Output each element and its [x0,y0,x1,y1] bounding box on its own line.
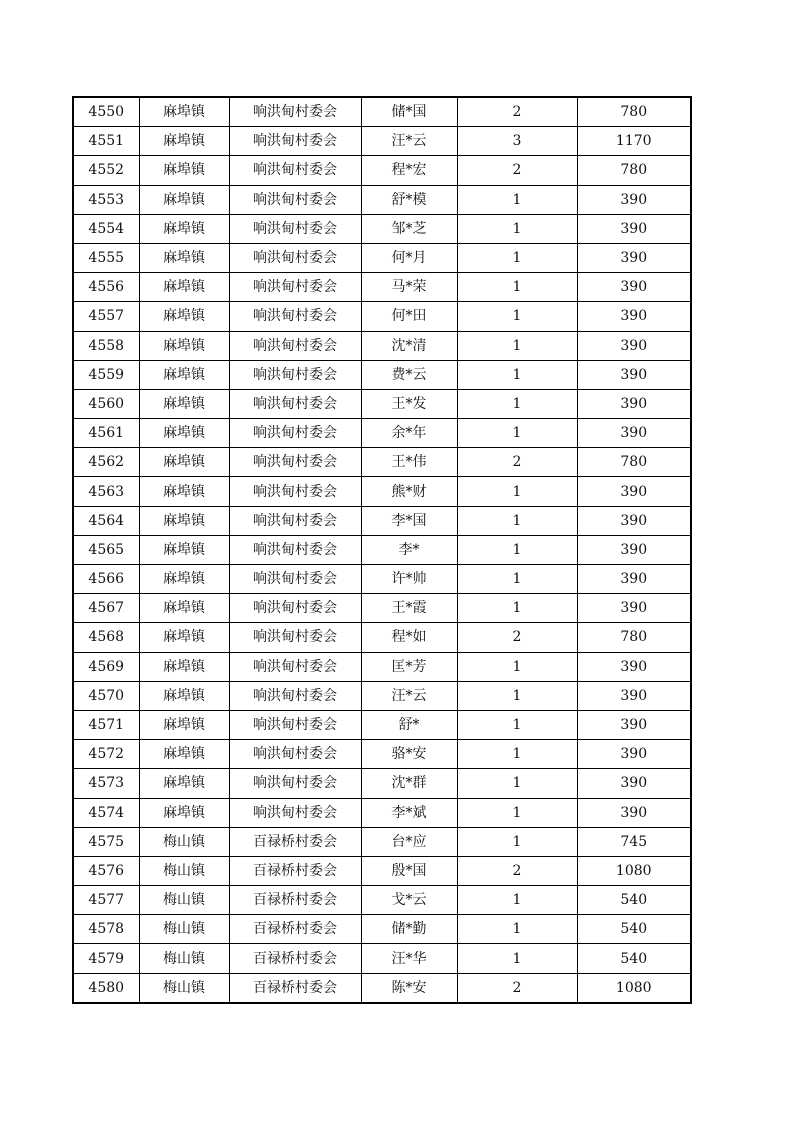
town-cell: 麻埠镇 [139,360,229,389]
name-cell: 舒* [361,710,457,739]
village-committee-cell: 响洪甸村委会 [229,448,361,477]
name-cell: 李*国 [361,506,457,535]
table-row [73,623,691,652]
town-cell: 麻埠镇 [139,769,229,798]
village-committee-cell: 响洪甸村委会 [229,302,361,331]
amount-cell: 390 [577,273,691,302]
table-row [73,477,691,506]
household-count-cell: 2 [457,623,577,652]
village-committee-cell: 响洪甸村委会 [229,214,361,243]
serial-number-cell: 4552 [73,156,139,185]
table-row [73,535,691,564]
town-cell: 梅山镇 [139,915,229,944]
table-row [73,506,691,535]
village-committee-cell: 响洪甸村委会 [229,506,361,535]
amount-cell: 390 [577,185,691,214]
amount-cell: 390 [577,681,691,710]
serial-number-cell: 4555 [73,243,139,272]
household-count-cell: 1 [457,594,577,623]
table-row [73,302,691,331]
household-count-cell: 1 [457,477,577,506]
town-cell: 麻埠镇 [139,243,229,272]
household-count-cell: 1 [457,389,577,418]
town-cell: 麻埠镇 [139,97,229,127]
table-row [73,214,691,243]
name-cell: 李* [361,535,457,564]
town-cell: 梅山镇 [139,944,229,973]
village-committee-cell: 百禄桥村委会 [229,973,361,1003]
table-row [73,769,691,798]
serial-number-cell: 4550 [73,97,139,127]
household-count-cell: 1 [457,681,577,710]
household-count-cell: 2 [457,156,577,185]
town-cell: 麻埠镇 [139,623,229,652]
village-committee-cell: 响洪甸村委会 [229,273,361,302]
name-cell: 何*田 [361,302,457,331]
amount-cell: 390 [577,360,691,389]
amount-cell: 390 [577,389,691,418]
name-cell: 沈*群 [361,769,457,798]
table-row [73,97,691,127]
village-committee-cell: 响洪甸村委会 [229,389,361,418]
serial-number-cell: 4577 [73,886,139,915]
table-row [73,594,691,623]
serial-number-cell: 4560 [73,389,139,418]
name-cell: 程*如 [361,623,457,652]
village-committee-cell: 百禄桥村委会 [229,886,361,915]
amount-cell: 780 [577,97,691,127]
town-cell: 麻埠镇 [139,389,229,418]
serial-number-cell: 4554 [73,214,139,243]
serial-number-cell: 4575 [73,827,139,856]
amount-cell: 780 [577,623,691,652]
table-row [73,973,691,1003]
village-committee-cell: 响洪甸村委会 [229,623,361,652]
town-cell: 麻埠镇 [139,535,229,564]
name-cell: 储*国 [361,97,457,127]
name-cell: 汪*云 [361,681,457,710]
town-cell: 麻埠镇 [139,156,229,185]
table-row [73,798,691,827]
amount-cell: 390 [577,302,691,331]
village-committee-cell: 响洪甸村委会 [229,419,361,448]
serial-number-cell: 4573 [73,769,139,798]
name-cell: 汪*云 [361,127,457,156]
household-count-cell: 1 [457,886,577,915]
village-committee-cell: 百禄桥村委会 [229,856,361,885]
household-count-cell: 2 [457,973,577,1003]
name-cell: 舒*模 [361,185,457,214]
town-cell: 麻埠镇 [139,477,229,506]
amount-cell: 780 [577,448,691,477]
village-committee-cell: 响洪甸村委会 [229,681,361,710]
amount-cell: 390 [577,331,691,360]
town-cell: 麻埠镇 [139,506,229,535]
table-row [73,740,691,769]
table-row [73,273,691,302]
serial-number-cell: 4561 [73,419,139,448]
household-count-cell: 2 [457,448,577,477]
serial-number-cell: 4567 [73,594,139,623]
village-committee-cell: 响洪甸村委会 [229,710,361,739]
serial-number-cell: 4551 [73,127,139,156]
table-row [73,185,691,214]
serial-number-cell: 4578 [73,915,139,944]
village-committee-cell: 响洪甸村委会 [229,798,361,827]
town-cell: 麻埠镇 [139,302,229,331]
serial-number-cell: 4557 [73,302,139,331]
serial-number-cell: 4571 [73,710,139,739]
village-committee-cell: 响洪甸村委会 [229,360,361,389]
serial-number-cell: 4569 [73,652,139,681]
table-row [73,360,691,389]
table-row [73,652,691,681]
table-row [73,710,691,739]
serial-number-cell: 4579 [73,944,139,973]
amount-cell: 745 [577,827,691,856]
table-row [73,886,691,915]
village-committee-cell: 响洪甸村委会 [229,127,361,156]
village-committee-cell: 响洪甸村委会 [229,243,361,272]
household-count-cell: 1 [457,185,577,214]
town-cell: 梅山镇 [139,973,229,1003]
table-row [73,565,691,594]
village-committee-cell: 百禄桥村委会 [229,944,361,973]
name-cell: 马*荣 [361,273,457,302]
name-cell: 程*宏 [361,156,457,185]
table-row [73,944,691,973]
town-cell: 梅山镇 [139,856,229,885]
village-committee-cell: 响洪甸村委会 [229,565,361,594]
household-count-cell: 1 [457,652,577,681]
household-count-cell: 1 [457,710,577,739]
village-committee-cell: 响洪甸村委会 [229,535,361,564]
serial-number-cell: 4574 [73,798,139,827]
serial-number-cell: 4566 [73,565,139,594]
household-count-cell: 1 [457,535,577,564]
town-cell: 梅山镇 [139,827,229,856]
serial-number-cell: 4572 [73,740,139,769]
town-cell: 麻埠镇 [139,127,229,156]
village-committee-cell: 响洪甸村委会 [229,331,361,360]
serial-number-cell: 4565 [73,535,139,564]
table-row [73,389,691,418]
amount-cell: 780 [577,156,691,185]
amount-cell: 540 [577,944,691,973]
name-cell: 王*霞 [361,594,457,623]
name-cell: 汪*华 [361,944,457,973]
serial-number-cell: 4562 [73,448,139,477]
household-count-cell: 1 [457,740,577,769]
town-cell: 麻埠镇 [139,273,229,302]
amount-cell: 390 [577,594,691,623]
table-row [73,827,691,856]
table-row [73,331,691,360]
amount-cell: 1080 [577,973,691,1003]
amount-cell: 390 [577,477,691,506]
village-committee-cell: 响洪甸村委会 [229,97,361,127]
village-committee-cell: 响洪甸村委会 [229,769,361,798]
town-cell: 麻埠镇 [139,565,229,594]
name-cell: 余*年 [361,419,457,448]
household-count-cell: 3 [457,127,577,156]
table-row [73,419,691,448]
household-count-cell: 1 [457,565,577,594]
household-count-cell: 1 [457,944,577,973]
household-count-cell: 1 [457,243,577,272]
town-cell: 麻埠镇 [139,419,229,448]
name-cell: 台*应 [361,827,457,856]
household-count-cell: 1 [457,827,577,856]
household-count-cell: 1 [457,302,577,331]
household-count-cell: 1 [457,331,577,360]
amount-cell: 390 [577,535,691,564]
amount-cell: 390 [577,769,691,798]
amount-cell: 390 [577,243,691,272]
household-count-cell: 1 [457,360,577,389]
amount-cell: 540 [577,886,691,915]
amount-cell: 390 [577,506,691,535]
household-count-cell: 1 [457,273,577,302]
serial-number-cell: 4556 [73,273,139,302]
name-cell: 匡*芳 [361,652,457,681]
household-count-cell: 1 [457,769,577,798]
town-cell: 麻埠镇 [139,710,229,739]
name-cell: 戈*云 [361,886,457,915]
household-count-cell: 2 [457,97,577,127]
serial-number-cell: 4568 [73,623,139,652]
serial-number-cell: 4570 [73,681,139,710]
amount-cell: 1080 [577,856,691,885]
town-cell: 麻埠镇 [139,331,229,360]
household-count-cell: 1 [457,506,577,535]
town-cell: 麻埠镇 [139,185,229,214]
table-row [73,915,691,944]
village-committee-cell: 百禄桥村委会 [229,827,361,856]
name-cell: 沈*清 [361,331,457,360]
amount-cell: 540 [577,915,691,944]
name-cell: 殷*国 [361,856,457,885]
serial-number-cell: 4563 [73,477,139,506]
name-cell: 许*帅 [361,565,457,594]
village-committee-cell: 响洪甸村委会 [229,740,361,769]
name-cell: 骆*安 [361,740,457,769]
table-row [73,856,691,885]
village-committee-cell: 响洪甸村委会 [229,594,361,623]
table-row [73,448,691,477]
household-count-cell: 1 [457,915,577,944]
amount-cell: 390 [577,652,691,681]
table-row [73,156,691,185]
roster-table [72,96,692,1004]
name-cell: 王*发 [361,389,457,418]
name-cell: 储*勤 [361,915,457,944]
amount-cell: 390 [577,740,691,769]
town-cell: 麻埠镇 [139,214,229,243]
table-row [73,127,691,156]
serial-number-cell: 4580 [73,973,139,1003]
town-cell: 麻埠镇 [139,652,229,681]
town-cell: 梅山镇 [139,886,229,915]
household-count-cell: 1 [457,419,577,448]
village-committee-cell: 百禄桥村委会 [229,915,361,944]
amount-cell: 390 [577,565,691,594]
name-cell: 熊*财 [361,477,457,506]
name-cell: 李*斌 [361,798,457,827]
serial-number-cell: 4553 [73,185,139,214]
table-row [73,681,691,710]
village-committee-cell: 响洪甸村委会 [229,185,361,214]
amount-cell: 390 [577,419,691,448]
household-count-cell: 2 [457,856,577,885]
town-cell: 麻埠镇 [139,798,229,827]
household-count-cell: 1 [457,214,577,243]
household-count-cell: 1 [457,798,577,827]
roster-table-body [73,97,691,1003]
name-cell: 邹*芝 [361,214,457,243]
village-committee-cell: 响洪甸村委会 [229,652,361,681]
amount-cell: 390 [577,710,691,739]
town-cell: 麻埠镇 [139,740,229,769]
serial-number-cell: 4558 [73,331,139,360]
town-cell: 麻埠镇 [139,448,229,477]
town-cell: 麻埠镇 [139,681,229,710]
amount-cell: 390 [577,214,691,243]
name-cell: 王*伟 [361,448,457,477]
name-cell: 费*云 [361,360,457,389]
town-cell: 麻埠镇 [139,594,229,623]
amount-cell: 390 [577,798,691,827]
table-row [73,243,691,272]
serial-number-cell: 4559 [73,360,139,389]
amount-cell: 1170 [577,127,691,156]
name-cell: 何*月 [361,243,457,272]
village-committee-cell: 响洪甸村委会 [229,477,361,506]
serial-number-cell: 4564 [73,506,139,535]
name-cell: 陈*安 [361,973,457,1003]
village-committee-cell: 响洪甸村委会 [229,156,361,185]
serial-number-cell: 4576 [73,856,139,885]
